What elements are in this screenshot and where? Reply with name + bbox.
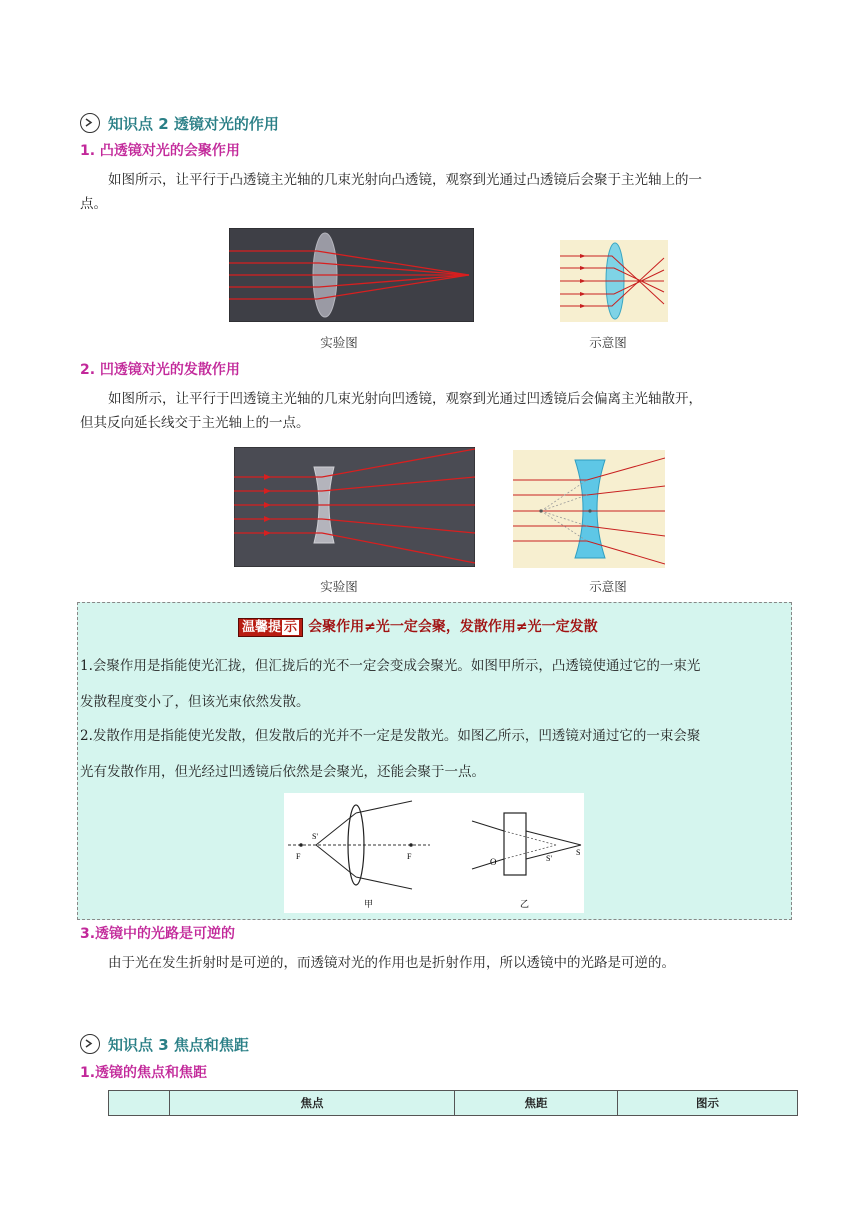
caption-b: 乙 — [520, 899, 530, 909]
label-S-prime-a: S' — [312, 832, 318, 841]
tip-line: 光有发散作用，但光经过凹透镜后依然是会聚光，还能会聚于一点。 — [80, 764, 485, 780]
convex-lens-experiment-image — [229, 228, 474, 322]
caption-schematic: 示意图 — [589, 579, 627, 594]
knowledge-point-icon — [80, 113, 100, 133]
label-S-prime-b: S' — [546, 854, 552, 863]
caption-experiment: 实验图 — [320, 335, 358, 350]
table-header-cell: 焦点 — [170, 1091, 455, 1116]
paragraph-line: 但其反向延长线交于主光轴上的一点。 — [80, 415, 310, 431]
tip-title: 会聚作用≠光一定会聚，发散作用≠光一定发散 — [308, 619, 598, 635]
table-header-cell — [109, 1091, 170, 1116]
label-O: O — [490, 857, 497, 867]
label-S: S — [576, 848, 581, 857]
tip-line: 1.会聚作用是指能使光汇拢，但汇拢后的光不一定会变成会聚光。如图甲所示，凸透镜使通过它的一束光 — [80, 658, 701, 674]
paragraph-concave — [80, 387, 800, 435]
table-header-row — [109, 1091, 798, 1116]
label-F-left: F — [296, 852, 301, 861]
badge-text: 温馨提 — [242, 620, 282, 635]
focal-table — [108, 1090, 798, 1116]
table-header-cell: 图示 — [618, 1091, 798, 1116]
tip-box — [77, 602, 792, 920]
label-F-right: F — [407, 852, 412, 861]
caption-experiment: 实验图 — [320, 579, 358, 594]
subheading-convex: 1. 凸透镜对光的会聚作用 — [80, 143, 240, 159]
lens-diagram-figure — [284, 793, 584, 913]
warning-badge — [238, 618, 303, 637]
caption-schematic: 示意图 — [589, 335, 627, 350]
subheading-focal: 1.透镜的焦点和焦距 — [80, 1065, 208, 1081]
subheading-reversible: 3.透镜中的光路是可逆的 — [80, 926, 236, 942]
paragraph-convex — [80, 168, 800, 216]
knowledge-point-icon — [80, 1034, 100, 1054]
paragraph-line: 如图所示，让平行于凸透镜主光轴的几束光射向凸透镜，观察到光通过凸透镜后会聚于主光轴上的一 — [108, 172, 702, 188]
badge-text-last: 示 — [284, 620, 298, 635]
concave-lens-experiment-image — [234, 447, 475, 567]
tip-line: 发散程度变小了，但该光束依然发散。 — [80, 694, 310, 710]
table-header-cell: 焦距 — [455, 1091, 618, 1116]
convex-lens-schematic-image — [560, 240, 668, 322]
paragraph-line: 如图所示，让平行于凹透镜主光轴的几束光射向凹透镜，观察到光通过凹透镜后会偏离主光轴散开， — [108, 391, 702, 407]
paragraph-reversible: 由于光在发生折射时是可逆的，而透镜对光的作用也是折射作用，所以透镜中的光路是可逆的。 — [108, 955, 675, 971]
section-title: 知识点 2 透镜对光的作用 — [108, 115, 279, 133]
paragraph-line: 点。 — [80, 196, 107, 212]
tip-header — [238, 616, 598, 636]
tip-line: 2.发散作用是指能使光发散，但发散后的光并不一定是发散光。如图乙所示，凹透镜对通过它的一束会聚 — [80, 728, 701, 744]
caption-a: 甲 — [364, 899, 374, 909]
subheading-concave: 2. 凹透镜对光的发散作用 — [80, 362, 240, 378]
concave-lens-schematic-image — [513, 450, 665, 568]
section-title: 知识点 3 焦点和焦距 — [108, 1036, 249, 1054]
